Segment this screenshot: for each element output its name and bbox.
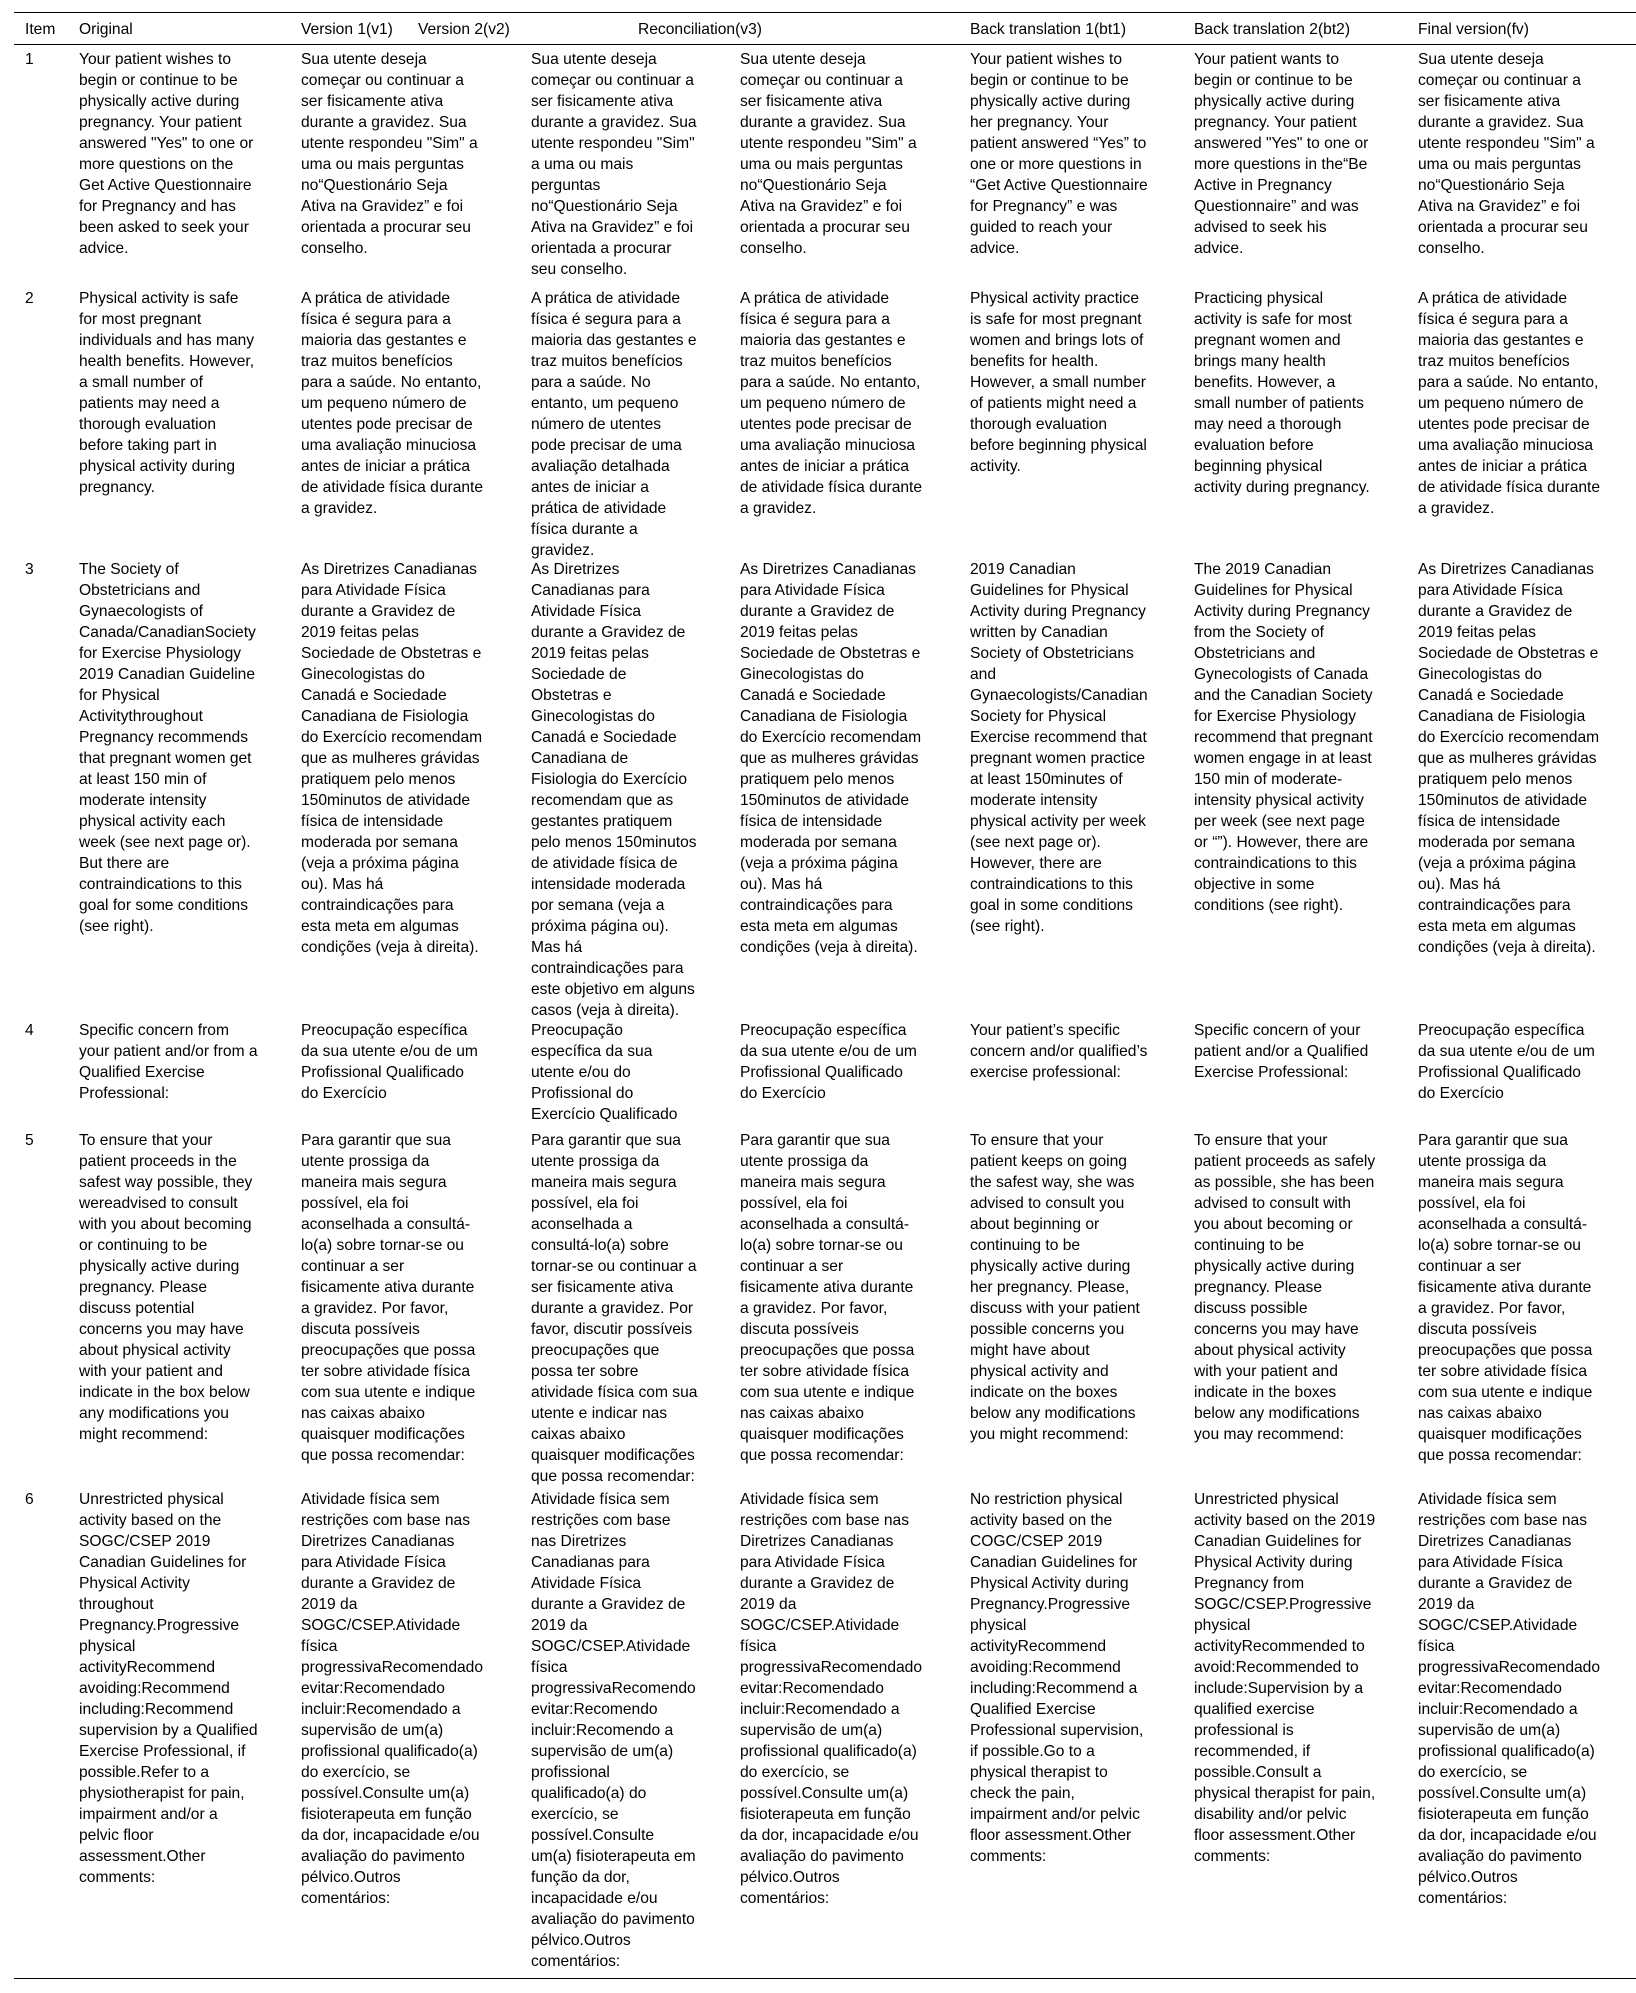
- cell-fv: Atividade física sem restrições com base nas Diretrizes Canadianas para Atividade Física durante a Gravidez de 2019 da SOGC/CSEP.Atividade física progressivaRecomendado evitar:Recomendado incluir:Recomendado a supervisão de um(a) profissional qualificado(a) do exercício, se possível.Consulte um(a) fisioterapeuta em função da dor, incapacidade e/ou avaliação do pavimento pélvico.Outros comentários:: [1418, 1491, 1601, 1907]
- cell-bt1: To ensure that your patient keeps on going the safest way, she was advised to consult you about beginning or continuing to be physically active during her pregnancy. Please, discuss with your patient possible concerns you might have about physical activity and indicate on the boxes below any modifications you might recommend:: [970, 1132, 1140, 1443]
- cell-v1: Preocupação específica da sua utente e/ou de um Profissional Qualificado do Exercício: [301, 1022, 478, 1102]
- cell-item: 6: [25, 1491, 34, 1508]
- cell-original: Physical activity is safe for most pregnant individuals and has many health benefits. However, a small number of patients may need a thorough evaluation before taking part in physical activity during pregnancy.: [79, 290, 255, 496]
- cell-v3: Sua utente deseja começar ou continuar a ser fisicamente ativa durante a gravidez. Sua utente respondeu "Sim" a uma ou mais perguntas no“Questionário Seja Ativa na Gravidez” e foi orientada a procurar seu conselho.: [740, 51, 917, 257]
- cell-fv: As Diretrizes Canadianas para Atividade Física durante a Gravidez de 2019 feitas pelas Sociedade de Obstetras e Ginecologistas do Canadá e Sociedade Canadiana de Fisiologia do Exercício recomendam que as mulheres grávidas pratiquem pelo menos 150minutos de atividade física de intensidade moderada por semana (veja a próxima página ou). Mas há contraindicações para esta meta em algumas condições (veja à direita).: [1418, 561, 1600, 956]
- cell-v2: A prática de atividade física é segura para a maioria das gestantes e traz muitos benefícios para a saúde. No entanto, um pequeno número de utentes pode precisar de uma avaliação detalhada antes de iniciar a prática de atividade física durante a gravidez.: [531, 290, 697, 559]
- cell-bt2: The 2019 Canadian Guidelines for Physical Activity during Pregnancy from the Society of Obstetricians and Gynecologists of Canada and the Canadian Society for Exercise Physiology recommend that pregnant women engage in at least 150 min of moderate- intensity physical activity per week (see next page or “”). However, there are contraindications to this objective in some conditions (see right).: [1194, 561, 1373, 914]
- cell-fv: A prática de atividade física é segura para a maioria das gestantes e traz muitos benefícios para a saúde. No entanto, um pequeno número de utentes pode precisar de uma avaliação minuciosa antes de iniciar a prática de atividade física durante a gravidez.: [1418, 290, 1601, 517]
- header-v3: Reconciliation(v3): [638, 21, 762, 38]
- cell-bt1: No restriction physical activity based on the COGC/CSEP 2019 Canadian Guidelines for Physical Activity during Pregnancy.Progressive physical activityRecommend avoiding:Recommend including:Recommend a Qualified Exercise Professional supervision, if possible.Go to a physical therapist to check the pain, impairment and/or pelvic floor assessment.Other comments:: [970, 1491, 1144, 1865]
- cell-item: 4: [25, 1022, 34, 1039]
- cell-bt1: 2019 Canadian Guidelines for Physical Activity during Pregnancy written by Canadian Society of Obstetricians and Gynaecologists/Canadian Society for Physical Exercise recommend that pregnant women practice at least 150minutes of moderate intensity physical activity per week (see next page or). However, there are contraindications to this goal in some conditions (see right).: [970, 561, 1148, 935]
- cell-original: Specific concern from your patient and/or from a Qualified Exercise Professional:: [79, 1022, 258, 1102]
- cell-v1: Para garantir que sua utente prossiga da maneira mais segura possível, ela foi aconselhada a consultá- lo(a) sobre tornar-se ou continuar a ser fisicamente ativa durante a gravidez. Por favor, discuta possíveis preocupações que possa ter sobre atividade física com sua utente e indique nas caixas abaixo quaisquer modificações que possa recomendar:: [301, 1132, 476, 1464]
- table-bottom-rule: [14, 1978, 1636, 1979]
- cell-bt2: Specific concern of your patient and/or a Qualified Exercise Professional:: [1194, 1022, 1369, 1081]
- header-bt1: Back translation 1(bt1): [970, 21, 1127, 38]
- cell-v2: Atividade física sem restrições com base nas Diretrizes Canadianas para Atividade Física durante a Gravidez de 2019 da SOGC/CSEP.Atividade física progressivaRecomendo evitar:Recomendo incluir:Recomendo a supervisão de um(a) profissional qualificado(a) do exercício, se possível.Consulte um(a) fisioterapeuta em função da dor, incapacidade e/ou avaliação do pavimento pélvico.Outros comentários:: [531, 1491, 696, 1970]
- header-bt2: Back translation 2(bt2): [1194, 21, 1351, 38]
- cell-item: 1: [25, 51, 34, 68]
- cell-v1: Atividade física sem restrições com base nas Diretrizes Canadianas para Atividade Física durante a Gravidez de 2019 da SOGC/CSEP.Atividade física progressivaRecomendado evitar:Recomendado incluir:Recomendado a supervisão de um(a) profissional qualificado(a) do exercício, se possível.Consulte um(a) fisioterapeuta em função da dor, incapacidade e/ou avaliação do pavimento pélvico.Outros comentários:: [301, 1491, 484, 1907]
- cell-bt2: Unrestricted physical activity based on the 2019 Canadian Guidelines for Physical Activity during Pregnancy from SOGC/CSEP.Progressive physical activityRecommended to avoid:Recommended to include:Supervision by a qualified exercise professional is recommended, if possible.Consult a physical therapist for pain, disability and/or pelvic floor assessment.Other comments:: [1194, 1491, 1376, 1865]
- cell-original: Your patient wishes to begin or continue to be physically active during pregnancy. Your patient answered "Yes" to one or more questions on the Get Active Questionnaire for Pregnancy and has been asked to seek your advice.: [79, 51, 254, 257]
- cell-v2: Para garantir que sua utente prossiga da maneira mais segura possível, ela foi aconselhada a consultá-lo(a) sobre tornar-se ou continuar a ser fisicamente ativa durante a gravidez. Por favor, discutir possíveis preocupações que possa ter sobre atividade física com sua utente e indicar nas caixas abaixo quaisquer modificações que possa recomendar:: [531, 1132, 698, 1485]
- cell-v2: Preocupação específica da sua utente e/ou do Profissional do Exercício Qualificado: [531, 1022, 678, 1123]
- cell-bt1: Physical activity practice is safe for most pregnant women and brings lots of benefits for health. However, a small number of patients might need a thorough evaluation before beginning physical activity.: [970, 290, 1147, 475]
- header-fv: Final version(fv): [1418, 21, 1529, 38]
- cell-v3: Atividade física sem restrições com base nas Diretrizes Canadianas para Atividade Física durante a Gravidez de 2019 da SOGC/CSEP.Atividade física progressivaRecomendado evitar:Recomendado incluir:Recomendado a supervisão de um(a) profissional qualificado(a) do exercício, se possível.Consulte um(a) fisioterapeuta em função da dor, incapacidade e/ou avaliação do pavimento pélvico.Outros comentários:: [740, 1491, 923, 1907]
- header-v2: Version 2(v2): [418, 21, 510, 38]
- cell-item: 2: [25, 290, 34, 307]
- cell-item: 3: [25, 561, 34, 578]
- cell-bt1: Your patient’s specific concern and/or qualified’s exercise professional:: [970, 1022, 1148, 1081]
- cell-v3: As Diretrizes Canadianas para Atividade Física durante a Gravidez de 2019 feitas pelas Sociedade de Obstetras e Ginecologistas do Canadá e Sociedade Canadiana de Fisiologia do Exercício recomendam que as mulheres grávidas pratiquem pelo menos 150minutos de atividade física de intensidade moderada por semana (veja a próxima página ou). Mas há contraindicações para esta meta em algumas condições (veja à direita).: [740, 561, 922, 956]
- cell-fv: Para garantir que sua utente prossiga da maneira mais segura possível, ela foi aconselhada a consultá- lo(a) sobre tornar-se ou continuar a ser fisicamente ativa durante a gravidez. Por favor, discuta possíveis preocupações que possa ter sobre atividade física com sua utente e indique nas caixas abaixo quaisquer modificações que possa recomendar:: [1418, 1132, 1593, 1464]
- header-rule: [14, 44, 1636, 45]
- cell-v2: Sua utente deseja começar ou continuar a ser fisicamente ativa durante a gravidez. Sua utente respondeu "Sim" a uma ou mais perguntas no“Questionário Seja Ativa na Gravidez” e foi orientada a procurar seu conselho.: [531, 51, 697, 278]
- header-item: Item: [25, 21, 56, 38]
- cell-bt2: Practicing physical activity is safe for most pregnant women and brings many health benefits. However, a small number of patients may need a thorough evaluation before beginning physical activity during pregnancy.: [1194, 290, 1370, 496]
- cell-v1: As Diretrizes Canadianas para Atividade Física durante a Gravidez de 2019 feitas pelas Sociedade de Obstetras e Ginecologistas do Canadá e Sociedade Canadiana de Fisiologia do Exercício recomendam que as mulheres grávidas pratiquem pelo menos 150minutos de atividade física de intensidade moderada por semana (veja a próxima página ou). Mas há contraindicações para esta meta em algumas condições (veja à direita).: [301, 561, 483, 956]
- header-original: Original: [79, 21, 133, 38]
- cell-v3: A prática de atividade física é segura para a maioria das gestantes e traz muitos benefícios para a saúde. No entanto, um pequeno número de utentes pode precisar de uma avaliação minuciosa antes de iniciar a prática de atividade física durante a gravidez.: [740, 290, 923, 517]
- cell-v1: A prática de atividade física é segura para a maioria das gestantes e traz muitos benefícios para a saúde. No entanto, um pequeno número de utentes pode precisar de uma avaliação minuciosa antes de iniciar a prática de atividade física durante a gravidez.: [301, 290, 484, 517]
- cell-fv: Sua utente deseja começar ou continuar a ser fisicamente ativa durante a gravidez. Sua utente respondeu "Sim" a uma ou mais perguntas no“Questionário Seja Ativa na Gravidez” e foi orientada a procurar seu conselho.: [1418, 51, 1595, 257]
- cell-bt2: To ensure that your patient proceeds as safely as possible, she has been advised to consult with you about becoming or continuing to be physically active during pregnancy. Please discuss possible concerns you may have about physical activity with your patient and indicate in the boxes below any modifications you may recommend:: [1194, 1132, 1376, 1443]
- cell-original: Unrestricted physical activity based on the SOGC/CSEP 2019 Canadian Guidelines for Physical Activity throughout Pregnancy.Progressive physical activityRecommend avoiding:Recommend including:Recommend supervision by a Qualified Exercise Professional, if possible.Refer to a physiotherapist for pain, impairment and/or a pelvic floor assessment.Other comments:: [79, 1491, 258, 1886]
- header-v1: Version 1(v1): [301, 21, 393, 38]
- cell-v2: As Diretrizes Canadianas para Atividade Física durante a Gravidez de 2019 feitas pelas Sociedade de Obstetras e Ginecologistas do Canadá e Sociedade Canadiana de Fisiologia do Exercício recomendam que as gestantes pratiquem pelo menos 150minutos de atividade física de intensidade moderada por semana (veja a próxima página ou). Mas há contraindicações para este objetivo em alguns casos (veja à direita).: [531, 561, 697, 1019]
- cell-original: To ensure that your patient proceeds in the safest way possible, they wereadvised to consult with you about becoming or continuing to be physically active during pregnancy. Please discuss potential concerns you may have about physical activity with your patient and indicate in the box below any modifications you might recommend:: [79, 1132, 253, 1443]
- cell-original: The Society of Obstetricians and Gynaecologists of Canada/CanadianSociety for Exercise Physiology 2019 Canadian Guideline for Physical Activitythroughout Pregnancy recommends that pregnant women get at least 150 min of moderate intensity physical activity each week (see next page or). But there are contraindications to this goal for some conditions (see right).: [79, 561, 256, 935]
- cell-v3: Preocupação específica da sua utente e/ou de um Profissional Qualificado do Exercício: [740, 1022, 917, 1102]
- cell-bt2: Your patient wants to begin or continue to be physically active during pregnancy. Your patient answered "Yes" to one or more questions in the“Be Active in Pregnancy Questionnaire” and was advised to seek his advice.: [1194, 51, 1369, 257]
- cell-v1: Sua utente deseja começar ou continuar a ser fisicamente ativa durante a gravidez. Sua utente respondeu "Sim" a uma ou mais perguntas no“Questionário Seja Ativa na Gravidez” e foi orientada a procurar seu conselho.: [301, 51, 478, 257]
- cell-fv: Preocupação específica da sua utente e/ou de um Profissional Qualificado do Exercício: [1418, 1022, 1595, 1102]
- cell-bt1: Your patient wishes to begin or continue to be physically active during her pregnancy. Your patient answered “Yes” to one or more questions in “Get Active Questionnaire for Pregnancy” e was guided to reach your advice.: [970, 51, 1148, 257]
- cell-item: 5: [25, 1132, 34, 1149]
- table-top-rule: [14, 12, 1636, 13]
- cell-v3: Para garantir que sua utente prossiga da maneira mais segura possível, ela foi aconselhada a consultá- lo(a) sobre tornar-se ou continuar a ser fisicamente ativa durante a gravidez. Por favor, discuta possíveis preocupações que possa ter sobre atividade física com sua utente e indique nas caixas abaixo quaisquer modificações que possa recomendar:: [740, 1132, 915, 1464]
